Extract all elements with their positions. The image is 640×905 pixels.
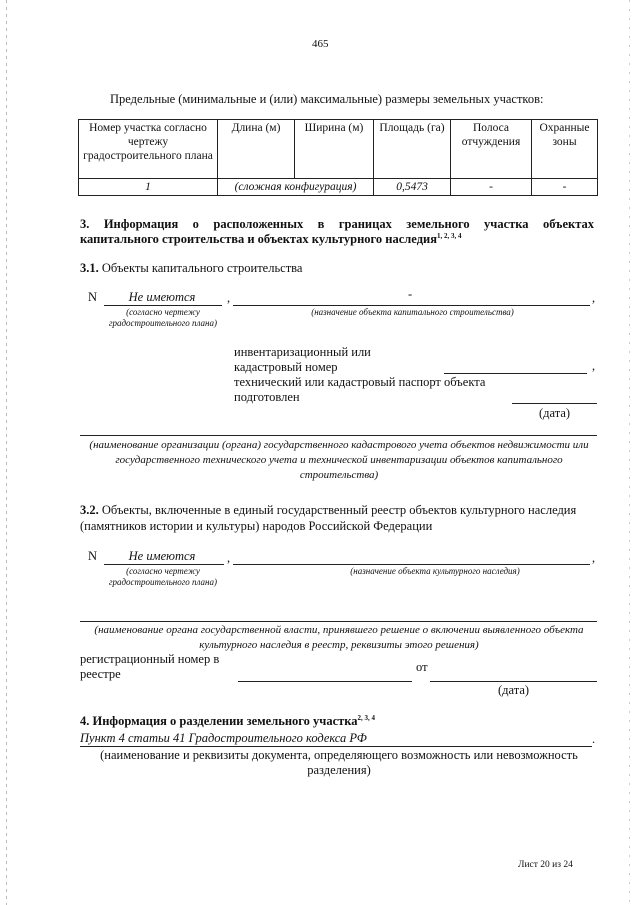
comma: , bbox=[227, 291, 231, 305]
date-caption: (дата) bbox=[539, 406, 571, 420]
n-label: N bbox=[88, 549, 98, 563]
table-header-cell: Номер участка согласно чертежу градостроительного плана bbox=[79, 120, 218, 179]
section3-title-line1: 3. Информация о расположенных в границах земельного участка объектах bbox=[80, 217, 594, 231]
section3-title-line2: капитального строительства и объектах культурного наследия$^{1, 2, 3, 4}$ bbox=[80, 232, 462, 247]
comma: , bbox=[227, 551, 231, 565]
caption-authority: (наименование органа государственной власти, принявшего решение о включении выявленного объекта культурного наследия в реестр, реквизиты этого решения) bbox=[94, 624, 584, 651]
table-cell: - bbox=[451, 179, 532, 196]
underline bbox=[80, 621, 597, 622]
caption-drawing-number: (согласно чертежу градостроительного плана) bbox=[108, 307, 218, 328]
period: . bbox=[592, 732, 596, 746]
table-header-cell: Полоса отчуждения bbox=[451, 120, 532, 179]
underline bbox=[80, 435, 597, 436]
section31-title: 3.1. Объекты капитального строительства bbox=[80, 261, 303, 275]
underline bbox=[233, 564, 590, 565]
comma: , bbox=[592, 291, 596, 305]
table-header-row bbox=[79, 120, 598, 179]
underline bbox=[512, 403, 597, 404]
plot-sizes-table bbox=[78, 119, 598, 196]
caption-drawing-number: (согласно чертежу градостроительного плана) bbox=[108, 566, 218, 587]
table-cell: (сложная конфигурация) bbox=[218, 179, 374, 196]
underline bbox=[80, 746, 592, 747]
scan-edge-left bbox=[6, 0, 7, 905]
section32-title: 3.2. Объекты, включенные в единый государственный реестр объектов культурного наследия (памятников истории и культуры) народов Российской Федерации bbox=[80, 503, 577, 533]
inventory-label-2: кадастровый номер bbox=[234, 360, 338, 374]
date-caption: (дата) bbox=[498, 683, 530, 697]
underline bbox=[238, 681, 412, 682]
object-number-value: Не имеются bbox=[128, 290, 196, 304]
section3-footnote-refs: 1, 2, 3, 4 bbox=[436, 232, 462, 240]
table-cell: - bbox=[532, 179, 598, 196]
table-header-cell: Охранные зоны bbox=[532, 120, 598, 179]
table-header-cell: Площадь (га) bbox=[374, 120, 451, 179]
caption-object-purpose: (назначение объекта капитального строительства) bbox=[311, 307, 514, 317]
comma: , bbox=[592, 359, 596, 373]
caption-cadastral-organization: (наименование организации (органа) государственного кадастрового учета объектов недвижимости или государственного технического учета и технической инвентаризации объектов капитального строительства) bbox=[89, 439, 589, 481]
table-cell: 1 bbox=[79, 179, 218, 196]
n-label: N bbox=[88, 290, 98, 304]
sheet-counter: Лист 20 из 24 bbox=[518, 860, 573, 870]
underline bbox=[104, 305, 222, 306]
caption-division-document: (наименование и реквизиты документа, определяющего возможность или невозможность разделения) bbox=[100, 748, 578, 777]
comma: , bbox=[592, 551, 596, 565]
from-label: от bbox=[416, 660, 428, 674]
section4-title: 4. Информация о разделении земельного участка$^{2, 3, 4}$ bbox=[80, 714, 376, 729]
table-cell: 0,5473 bbox=[374, 179, 451, 196]
underline bbox=[444, 373, 587, 374]
sizes-title: Предельные (минимальные и (или) максимальные) размеры земельных участков: bbox=[110, 92, 544, 106]
table-header-cell: Ширина (м) bbox=[295, 120, 374, 179]
registration-label-1: регистрационный номер в bbox=[80, 652, 220, 666]
heritage-number-value: Не имеются bbox=[128, 549, 196, 563]
caption-heritage-purpose: (назначение объекта культурного наследия) bbox=[350, 566, 520, 576]
registration-label-2: реестре bbox=[80, 667, 121, 681]
purpose-dash: - bbox=[408, 287, 413, 301]
section4-footnote-refs: 2, 3, 4 bbox=[357, 714, 376, 722]
underline bbox=[104, 564, 224, 565]
scan-edge-right bbox=[629, 0, 630, 905]
underline bbox=[430, 681, 597, 682]
division-document-value: Пункт 4 статьи 41 Градостроительного кодекса РФ bbox=[80, 731, 367, 745]
table-header-cell: Длина (м) bbox=[218, 120, 295, 179]
table-row bbox=[79, 179, 598, 196]
inventory-label-1: инвентаризационный или bbox=[234, 345, 371, 359]
passport-label-1: технический или кадастровый паспорт объекта bbox=[234, 375, 486, 389]
page-number: 465 bbox=[312, 38, 329, 50]
underline bbox=[233, 305, 590, 306]
passport-label-2: подготовлен bbox=[234, 390, 300, 404]
